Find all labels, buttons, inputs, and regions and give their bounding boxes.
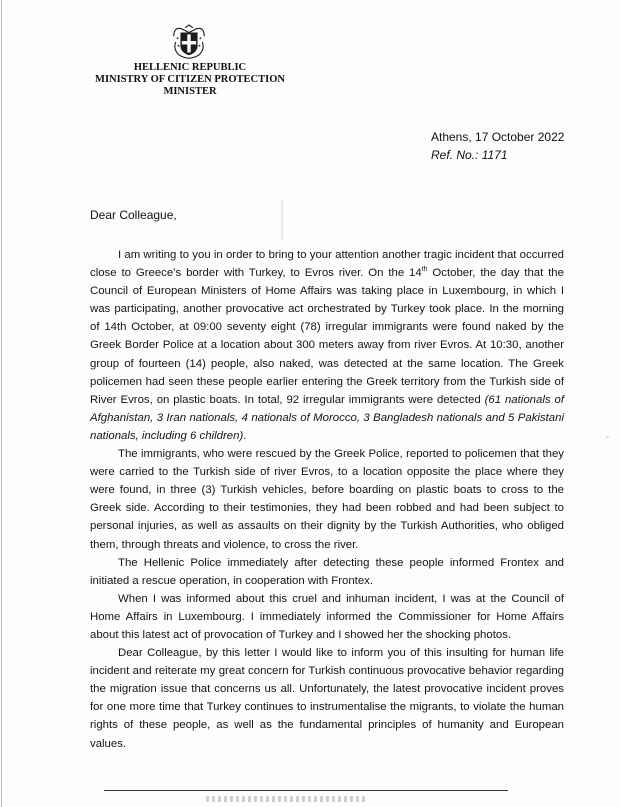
paragraph-1-end: .: [243, 429, 247, 442]
scan-speck: [281, 200, 283, 240]
paragraph-1: [90, 246, 564, 445]
ref-number: 1171: [481, 148, 508, 162]
paragraph-1-part-a: I am writing to you in order to bring to your attention another tragic incident that occurred close to Greece’s border with Turkey, to Evros river. On the 14: [90, 249, 564, 280]
place-date: Athens, 17 October 2022: [431, 130, 565, 144]
scan-speck: [606, 436, 609, 438]
ref-label: Ref. No.:: [431, 148, 479, 162]
dateline: [431, 128, 564, 164]
paragraph-4: When I was informed about this cruel and inhuman incident, I was at the Council of Home Affairs in Luxembourg. I immediately informed the Commissioner for Home Affairs about this latest act of provocation of Turkey and I showed her the shocking photos.: [90, 592, 564, 641]
ministry-header: [70, 62, 310, 98]
greeting: Dear Colleague,: [90, 208, 177, 222]
paragraph-1-part-b: October, the day that the Council of European Ministers of Home Affairs was taking place in Luxembourg, in which I was participating, another provocative act orchestrated by Turkey took place. In the morning of 14th October, at 09:00 seventy eight (78) irregular immigrants were found naked by the Greek Border Police at a location about 300 meters away from river Evros. At 10:30, another group of fourteen (14) people, also naked, was detected at the same location. The Greek policemen had seen these people earlier entering the Greek territory from the Turkish side of River Evros, on plastic boats. In total, 92 irregular immigrants were detected: [90, 267, 564, 406]
footer-cutoff-text: [206, 796, 366, 802]
header-country: HELLENIC REPUBLIC: [133, 62, 247, 73]
paragraph-3: The Hellenic Police immediately after detecting these people informed Frontex and initiated a rescue operation, in cooperation with Frontex.: [90, 556, 564, 587]
greek-coat-of-arms-emblem: [170, 23, 208, 61]
ordinal-suffix: th: [421, 266, 428, 274]
header-ministry: MINISTRY OF CITIZEN PROTECTION: [95, 74, 285, 85]
scan-edge: [1, 0, 2, 807]
header-office: MINISTER: [163, 86, 217, 97]
nationalities-breakdown: (61 nationals of Afghanistan, 3 Iran nationals, 4 nationals of Morocco, 3 Bangladesh nationals and 5 Pakistani nationals, including 6 children): [90, 393, 564, 442]
footer-divider: [104, 790, 508, 791]
letter-body: [90, 246, 564, 753]
paragraph-5: Dear Colleague, by this letter I would like to inform you of this insulting for human life incident and reiterate my great concern for Turkish continuous provocative behavior regarding the migration issue that concerns us all. Unfortunately, the latest provocative incident proves for one more time that Turkey continues to instrumentalise the migrants, to violate the human rights of these people, as well as the fundamental principles of humanity and European values.: [90, 647, 564, 750]
paragraph-2: The immigrants, who were rescued by the Greek Police, reported to policemen that they were carried to the Turkish side of river Evros, to a location opposite the place where they were found, in three (3) Turkish vehicles, before boarding on plastic boats to cross to the Greek side. According to their testimonies, they had been robbed and had been subject to personal injuries, as well as assaults on their dignity by the Turkish Authorities, who obliged them, through threats and violence, to cross the river.: [90, 448, 564, 551]
